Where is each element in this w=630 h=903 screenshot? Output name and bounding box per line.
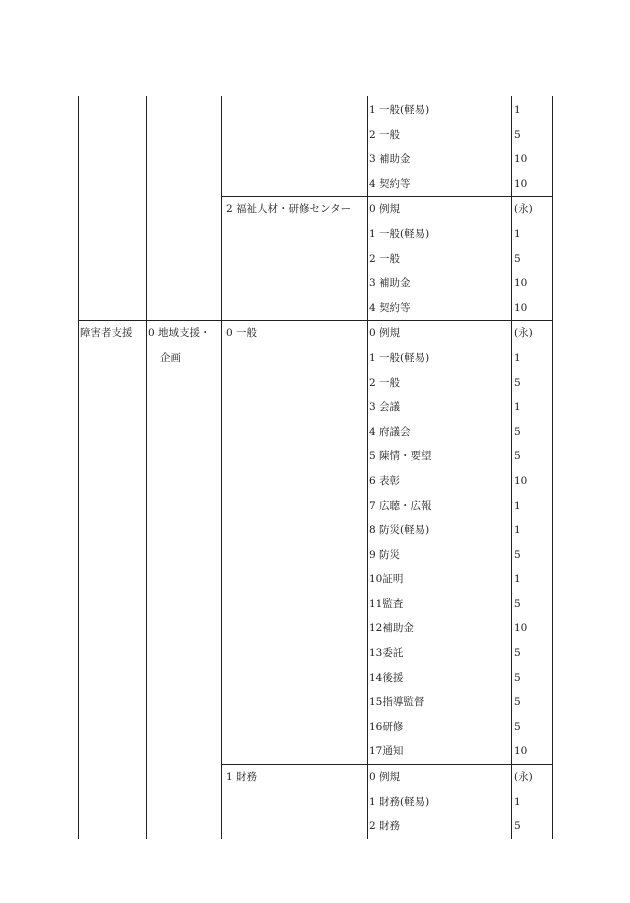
item-name-cell: 2 一般 bbox=[368, 123, 512, 148]
retention-period-cell: 5 bbox=[512, 814, 553, 839]
division-label: 障害者支援 bbox=[80, 327, 133, 340]
retention-period-cell: 5 bbox=[512, 247, 553, 272]
retention-period-cell: 10 bbox=[512, 616, 553, 641]
item-name-cell: 7 広聴・広報 bbox=[368, 494, 512, 519]
division-cell bbox=[79, 197, 147, 321]
retention-period-cell: 5 bbox=[512, 690, 553, 715]
retention-period-cell: 10 bbox=[512, 469, 553, 494]
item-name-cell: 9 防災 bbox=[368, 543, 512, 568]
division-cell bbox=[79, 765, 147, 839]
retention-period-cell: 10 bbox=[512, 296, 553, 321]
retention-period-cell: 10 bbox=[512, 147, 553, 172]
item-name-cell: 4 府議会 bbox=[368, 420, 512, 445]
category-cell bbox=[222, 197, 368, 321]
retention-period-cell: 5 bbox=[512, 371, 553, 396]
table-row bbox=[79, 197, 553, 222]
retention-period-cell: (永) bbox=[512, 765, 553, 790]
item-name-cell: 4 契約等 bbox=[368, 172, 512, 197]
item-name-cell: 14後援 bbox=[368, 666, 512, 691]
section-cell bbox=[147, 96, 222, 197]
section-label-line2: 企画 bbox=[160, 351, 181, 364]
item-name-cell: 6 表彰 bbox=[368, 469, 512, 494]
item-name-cell: 15指導監督 bbox=[368, 690, 512, 715]
retention-period-cell: 1 bbox=[512, 518, 553, 543]
item-name-cell: 3 補助金 bbox=[368, 147, 512, 172]
section-cell bbox=[147, 321, 222, 765]
category-cell bbox=[222, 96, 368, 197]
retention-period-cell: 5 bbox=[512, 444, 553, 469]
retention-period-cell: 1 bbox=[512, 395, 553, 420]
division-cell bbox=[79, 321, 147, 765]
retention-period-cell: 5 bbox=[512, 420, 553, 445]
retention-period-cell: 10 bbox=[512, 172, 553, 197]
retention-period-cell: 5 bbox=[512, 543, 553, 568]
retention-period-cell: 1 bbox=[512, 494, 553, 519]
retention-period-cell: (永) bbox=[512, 321, 553, 346]
item-name-cell: 17通知 bbox=[368, 739, 512, 764]
retention-period-cell: 10 bbox=[512, 739, 553, 764]
table-row bbox=[79, 321, 553, 346]
retention-period-cell: 1 bbox=[512, 790, 553, 815]
item-name-cell: 1 一般(軽易) bbox=[368, 222, 512, 247]
item-name-cell: 3 会議 bbox=[368, 395, 512, 420]
item-name-cell: 16研修 bbox=[368, 715, 512, 740]
item-name-cell: 10証明 bbox=[368, 567, 512, 592]
item-name-cell: 3 補助金 bbox=[368, 271, 512, 296]
retention-period-cell: 5 bbox=[512, 123, 553, 148]
item-name-cell: 0 例規 bbox=[368, 765, 512, 790]
item-name-cell: 2 一般 bbox=[368, 247, 512, 272]
item-name-cell: 13委託 bbox=[368, 641, 512, 666]
category-label: 1 財務 bbox=[226, 771, 258, 784]
item-name-cell: 12補助金 bbox=[368, 616, 512, 641]
retention-period-cell: 5 bbox=[512, 641, 553, 666]
item-name-cell: 0 例規 bbox=[368, 321, 512, 346]
retention-period-cell: 1 bbox=[512, 96, 553, 123]
table-row bbox=[79, 96, 553, 123]
item-name-cell: 0 例規 bbox=[368, 197, 512, 222]
retention-period-cell: 10 bbox=[512, 271, 553, 296]
section-label-line1: 0 地域支援・ bbox=[148, 327, 211, 340]
section-label bbox=[148, 321, 221, 370]
category-cell bbox=[222, 765, 368, 839]
item-name-cell: 11監査 bbox=[368, 592, 512, 617]
item-name-cell: 8 防災(軽易) bbox=[368, 518, 512, 543]
item-name-cell: 1 財務(軽易) bbox=[368, 790, 512, 815]
item-name-cell: 4 契約等 bbox=[368, 296, 512, 321]
retention-period-cell: 1 bbox=[512, 222, 553, 247]
retention-period-cell: 5 bbox=[512, 666, 553, 691]
table-row bbox=[79, 765, 553, 790]
item-name-cell: 2 財務 bbox=[368, 814, 512, 839]
retention-period-cell: 5 bbox=[512, 592, 553, 617]
section-cell bbox=[147, 765, 222, 839]
item-name-cell: 1 一般(軽易) bbox=[368, 346, 512, 371]
item-name-cell: 1 一般(軽易) bbox=[368, 96, 512, 123]
category-cell bbox=[222, 321, 368, 765]
records-retention-table bbox=[78, 96, 553, 839]
retention-period-cell: 1 bbox=[512, 567, 553, 592]
item-name-cell: 5 陳情・要望 bbox=[368, 444, 512, 469]
retention-period-cell: (永) bbox=[512, 197, 553, 222]
section-cell bbox=[147, 197, 222, 321]
retention-period-cell: 5 bbox=[512, 715, 553, 740]
item-name-cell: 2 一般 bbox=[368, 371, 512, 396]
retention-period-cell: 1 bbox=[512, 346, 553, 371]
division-cell bbox=[79, 96, 147, 197]
category-label: 0 一般 bbox=[226, 327, 258, 340]
category-label: 2 福祉人材・研修センター bbox=[226, 203, 352, 216]
table-body bbox=[79, 96, 553, 839]
